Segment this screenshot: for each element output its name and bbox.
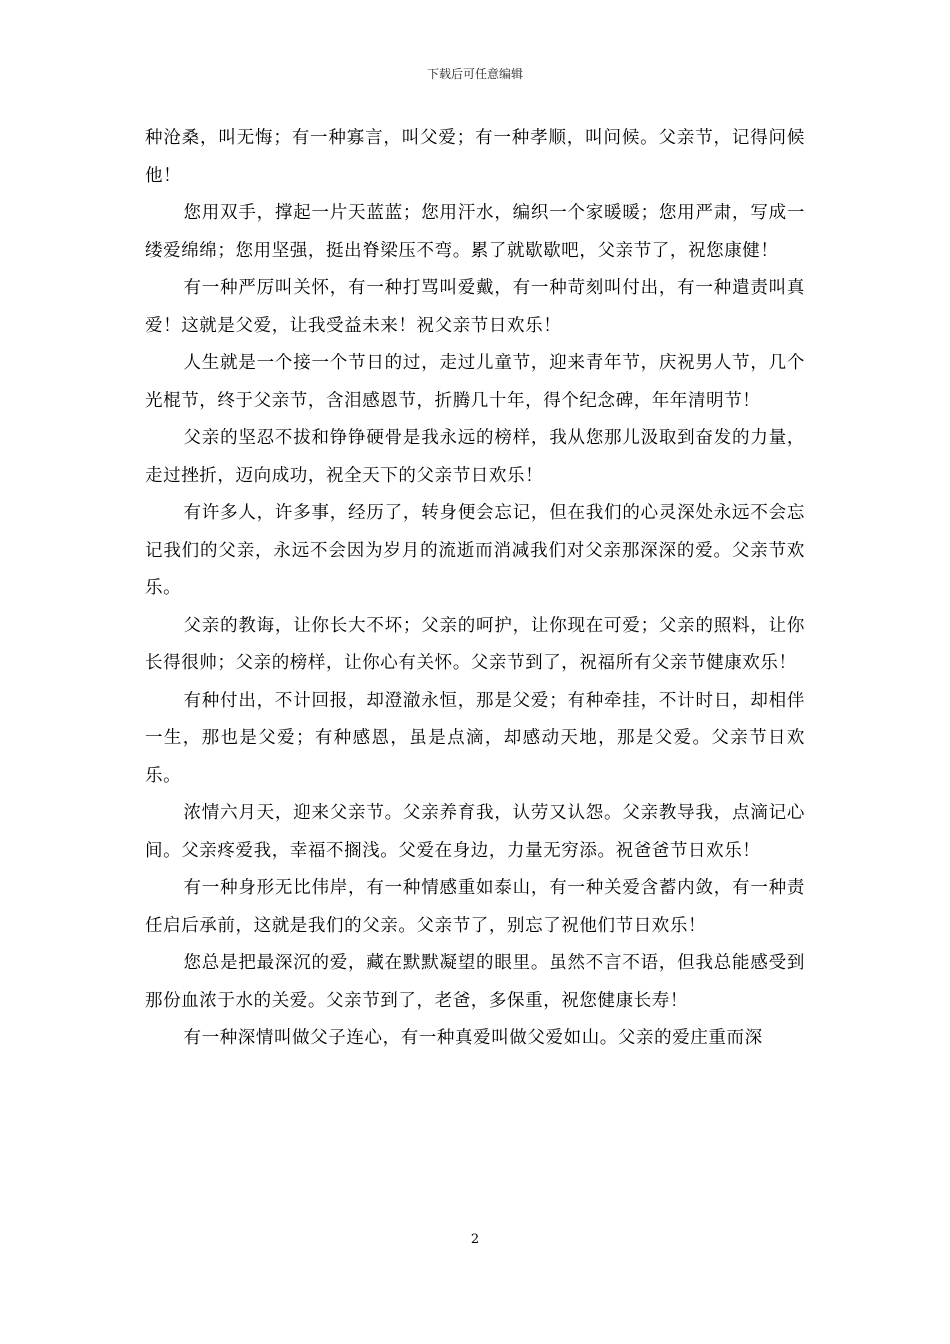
document-body	[145, 120, 805, 1058]
page-number: 2	[470, 1232, 480, 1247]
paragraph: 有一种严厉叫关怀，有一种打骂叫爱戴，有一种苛刻叫付出，有一种遣责叫真爱！这就是父爱，让我受益未来！祝父亲节日欢乐！	[145, 278, 805, 336]
paragraph: 父亲的坚忍不拔和铮铮硬骨是我永远的榜样，我从您那儿汲取到奋发的力量，走过挫折，迈向成功，祝全天下的父亲节日欢乐！	[145, 428, 805, 486]
paragraph: 有许多人，许多事，经历了，转身便会忘记，但在我们的心灵深处永远不会忘记我们的父亲，永远不会因为岁月的流逝而消减我们对父亲那深深的爱。父亲节欢乐。	[145, 503, 805, 598]
paragraph: 有种付出，不计回报，却澄澈永恒，那是父爱；有种牵挂，不计时日，却相伴一生，那也是父爱；有种感恩，虽是点滴，却感动天地，那是父爱。父亲节日欢乐。	[145, 690, 805, 786]
paragraph: 有一种深情叫做父子连心，有一种真爱叫做父爱如山。父亲的爱庄重而深	[183, 1028, 763, 1048]
paragraph: 种沧桑，叫无悔；有一种寡言，叫父爱；有一种孝顺，叫问候。父亲节，记得问候他！	[145, 128, 805, 186]
paragraph: 父亲的教诲，让你长大不坏；父亲的呵护，让你现在可爱；父亲的照料，让你长得很帅；父亲的榜样，让你心有关怀。父亲节到了，祝福所有父亲节健康欢乐！	[145, 615, 805, 673]
paragraph: 人生就是一个接一个节日的过，走过儿童节，迎来青年节，庆祝男人节，几个光棍节，终于父亲节，含泪感恩节，折腾几十年，得个纪念碑，年年清明节！	[145, 353, 805, 411]
paragraph: 有一种身形无比伟岸，有一种情感重如泰山，有一种关爱含蓄内敛，有一种责任启后承前，这就是我们的父亲。父亲节了，别忘了祝他们节日欢乐！	[145, 878, 805, 936]
paragraph: 您总是把最深沉的爱，藏在默默凝望的眼里。虽然不言不语，但我总能感受到那份血浓于水的关爱。父亲节到了，老爸，多保重，祝您健康长寿！	[145, 953, 805, 1011]
paragraph: 您用双手，撑起一片天蓝蓝；您用汗水，编织一个家暖暖；您用严肃，写成一缕爱绵绵；您用坚强，挺出脊梁压不弯。累了就歇歇吧，父亲节了，祝您康健！	[145, 203, 805, 261]
page-header: 下载后可任意编辑	[426, 67, 523, 81]
paragraph: 浓情六月天，迎来父亲节。父亲养育我，认劳又认怨。父亲教导我，点滴记心间。父亲疼爱我，幸福不搁浅。父爱在身边，力量无穷添。祝爸爸节日欢乐！	[145, 803, 805, 861]
